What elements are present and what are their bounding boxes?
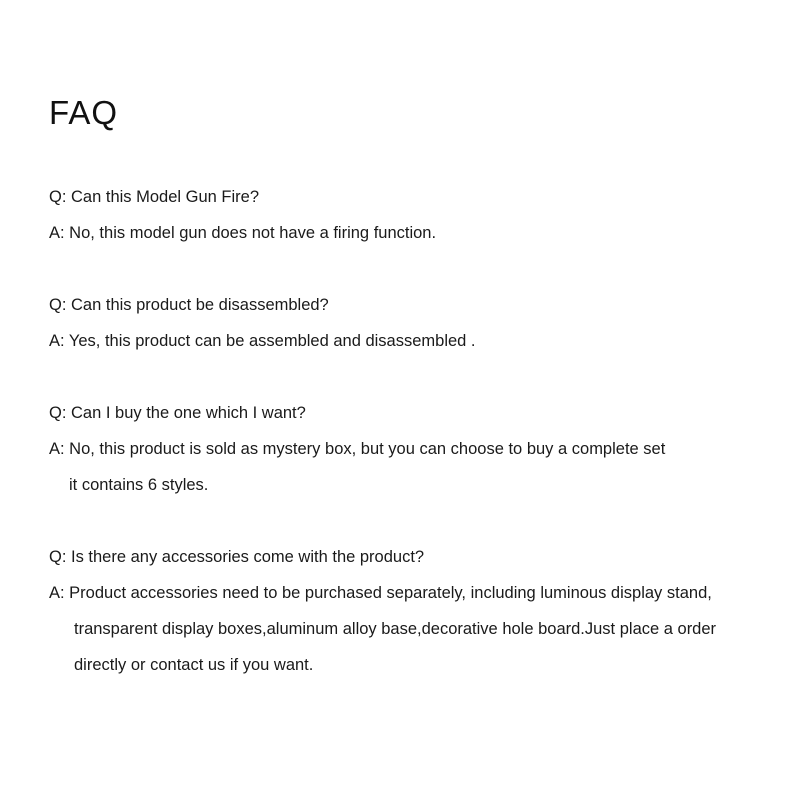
faq-answer-3-line-2: it contains 6 styles. bbox=[69, 476, 209, 494]
faq-answer-1-line-1: A: No, this model gun does not have a firing function. bbox=[49, 224, 437, 242]
faq-answer-3-line-1: A: No, this product is sold as mystery box, but you can choose to buy a complete set bbox=[49, 440, 666, 458]
faq-answer-2-line-1: A: Yes, this product can be assembled and disassembled . bbox=[49, 332, 476, 350]
faq-question-4: Q: Is there any accessories come with the product? bbox=[49, 548, 425, 566]
faq-answer-4-line-2: transparent display boxes,aluminum alloy base,decorative hole board.Just place a order bbox=[74, 620, 717, 638]
faq-answer-4-line-3: directly or contact us if you want. bbox=[74, 656, 314, 674]
faq-question-3: Q: Can I buy the one which I want? bbox=[49, 404, 306, 422]
faq-answer-4-line-1: A: Product accessories need to be purchased separately, including luminous display stand, bbox=[49, 584, 712, 602]
faq-question-1: Q: Can this Model Gun Fire? bbox=[49, 188, 260, 206]
faq-question-2: Q: Can this product be disassembled? bbox=[49, 296, 329, 314]
page-title: FAQ bbox=[49, 94, 119, 131]
